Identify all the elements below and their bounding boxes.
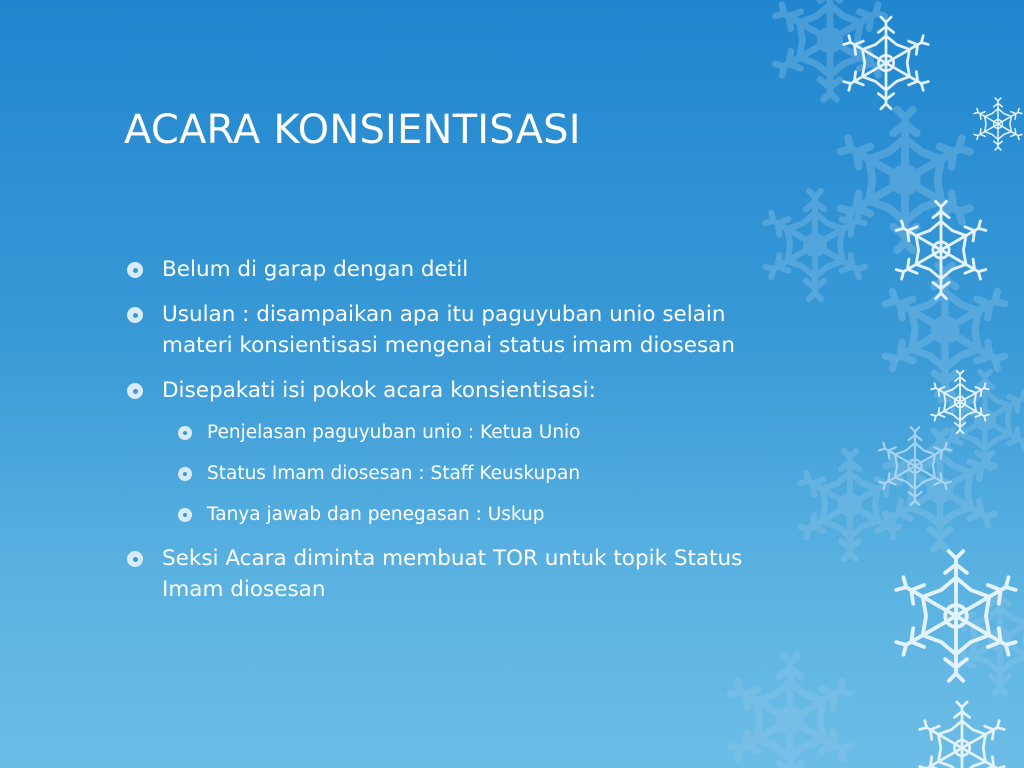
bullet-ring-icon (178, 508, 192, 522)
bullet-text: Belum di garap dengan detil (162, 257, 469, 282)
bullet-item (126, 543, 886, 605)
bullet-text: Disepakati isi pokok acara konsientisasi: (162, 378, 596, 403)
sub-bullet-text: Status Imam diosesan : Staff Keuskupan (207, 463, 581, 484)
slide-title: ACARA KONSIENTISASI (124, 107, 581, 153)
bullet-text-line: Imam diosesan (162, 577, 326, 602)
bullet-item (126, 254, 886, 285)
sub-bullet-item (126, 502, 886, 528)
bullet-ring-icon (127, 307, 143, 323)
snowflake-icon (727, 655, 854, 768)
bullet-text-line: materi konsientisasi mengenai status imam diosesan (162, 333, 735, 358)
sub-bullet-text: Tanya jawab dan penegasan : Uskup (207, 504, 545, 525)
bullet-item (126, 299, 886, 361)
snowflake-icon (917, 702, 1007, 768)
bullet-ring-icon (127, 383, 143, 399)
bullet-ring-icon (127, 262, 143, 278)
bullet-ring-icon (127, 551, 143, 567)
bullet-text-line: Seksi Acara diminta membuat TOR untuk topik Status (162, 546, 743, 571)
bullet-list (126, 254, 886, 619)
snowflake-icon (772, 0, 888, 99)
bullet-text-line: Usulan : disampaikan apa itu paguyuban unio selain (162, 302, 726, 327)
snowflake-icon (973, 98, 1024, 150)
sub-bullet-item (126, 420, 886, 446)
sub-bullet-item (126, 461, 886, 487)
bullet-item (126, 375, 886, 406)
sub-bullet-text: Penjelasan paguyuban unio : Ketua Unio (207, 422, 581, 443)
bullet-ring-icon (178, 467, 192, 481)
snowflake-icon (938, 371, 1024, 468)
bullet-ring-icon (178, 426, 192, 440)
